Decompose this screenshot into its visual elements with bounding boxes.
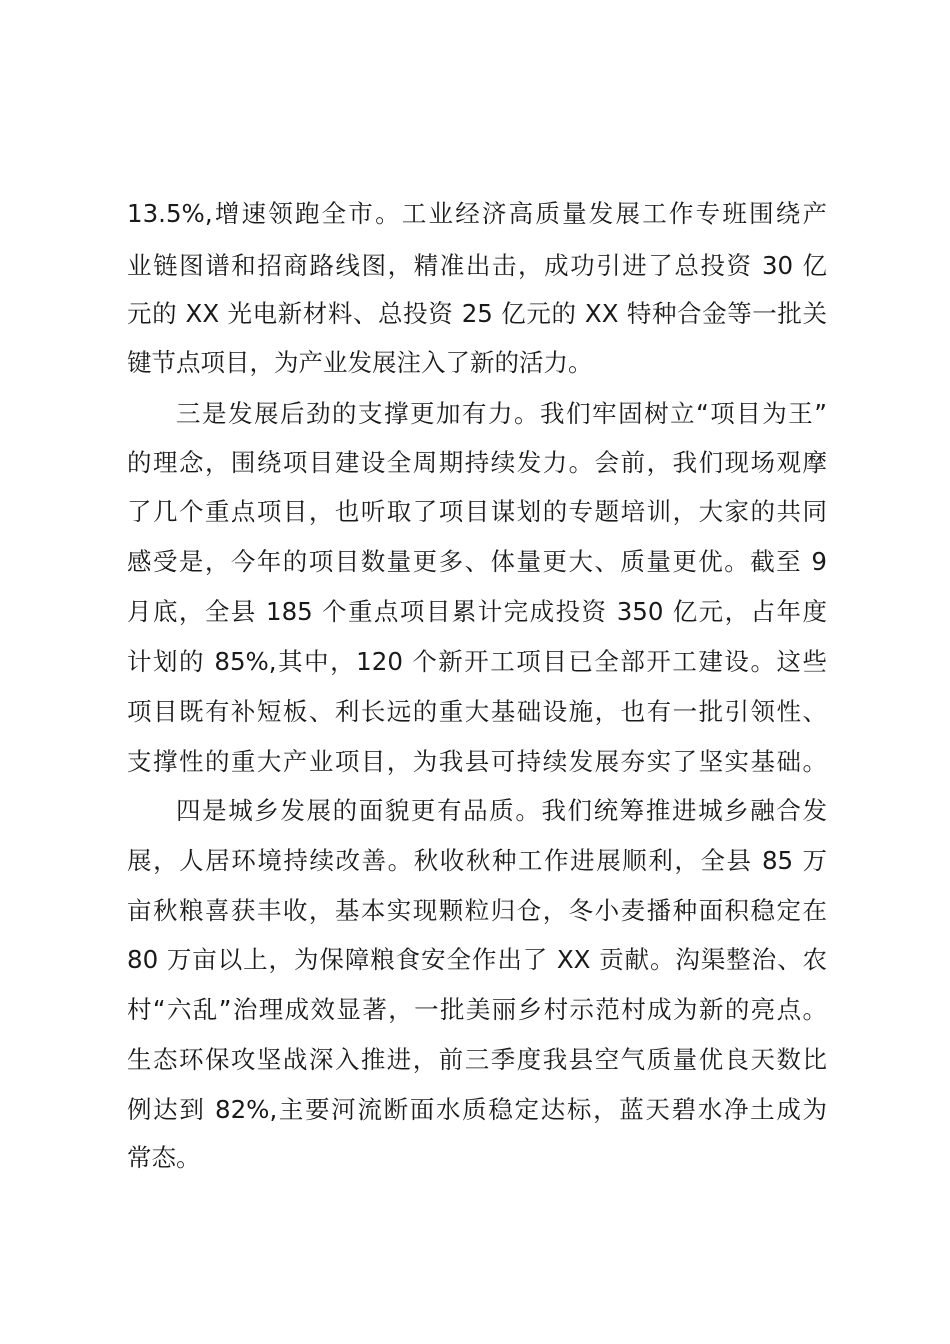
text-line: 支撑性的重大产业项目，为我县可持续发展夯实了坚实基础。 [127, 747, 827, 776]
text-line: 13.5%,增速领跑全市。工业经济高质量发展工作专班围绕产 [127, 199, 827, 228]
text-line: 业链图谱和招商路线图，精准出击，成功引进了总投资 30 亿 [127, 251, 827, 280]
text-line: 的理念，围绕项目建设全周期持续发力。会前，我们现场观摩 [127, 448, 827, 477]
text-line: 元的 XX 光电新材料、总投资 25 亿元的 XX 特种合金等一批关 [127, 299, 827, 328]
text-line: 展，人居环境持续改善。秋收秋种工作进展顺利，全县 85 万 [127, 846, 827, 875]
text-line: 了几个重点项目，也听取了项目谋划的专题培训，大家的共同 [127, 497, 827, 526]
paragraph-start-line: 四是城乡发展的面貌更有品质。我们统筹推进城乡融合发 [176, 796, 827, 825]
text-line: 常态。 [127, 1143, 201, 1172]
text-line: 例达到 82%,主要河流断面水质稳定达标，蓝天碧水净土成为 [127, 1095, 827, 1124]
paragraph-start-line: 三是发展后劲的支撑更加有力。我们牢固树立“项目为王” [176, 399, 827, 428]
text-line: 村“六乱”治理成效显著，一批美丽乡村示范村成为新的亮点。 [127, 995, 827, 1024]
text-line: 亩秋粮喜获丰收，基本实现颗粒归仓，冬小麦播种面积稳定在 [127, 896, 827, 925]
text-line: 感受是，今年的项目数量更多、体量更大、质量更优。截至 9 [127, 547, 827, 576]
text-line: 键节点项目，为产业发展注入了新的活力。 [127, 348, 593, 377]
text-line: 月底，全县 185 个重点项目累计完成投资 350 亿元，占年度 [127, 597, 827, 626]
text-line: 项目既有补短板、利长远的重大基础设施，也有一批引领性、 [127, 697, 827, 726]
text-line: 80 万亩以上，为保障粮食安全作出了 XX 贡献。沟渠整治、农 [127, 945, 827, 974]
text-line: 生态环保攻坚战深入推进，前三季度我县空气质量优良天数比 [127, 1045, 827, 1074]
text-line: 计划的 85%,其中，120 个新开工项目已全部开工建设。这些 [127, 647, 827, 676]
